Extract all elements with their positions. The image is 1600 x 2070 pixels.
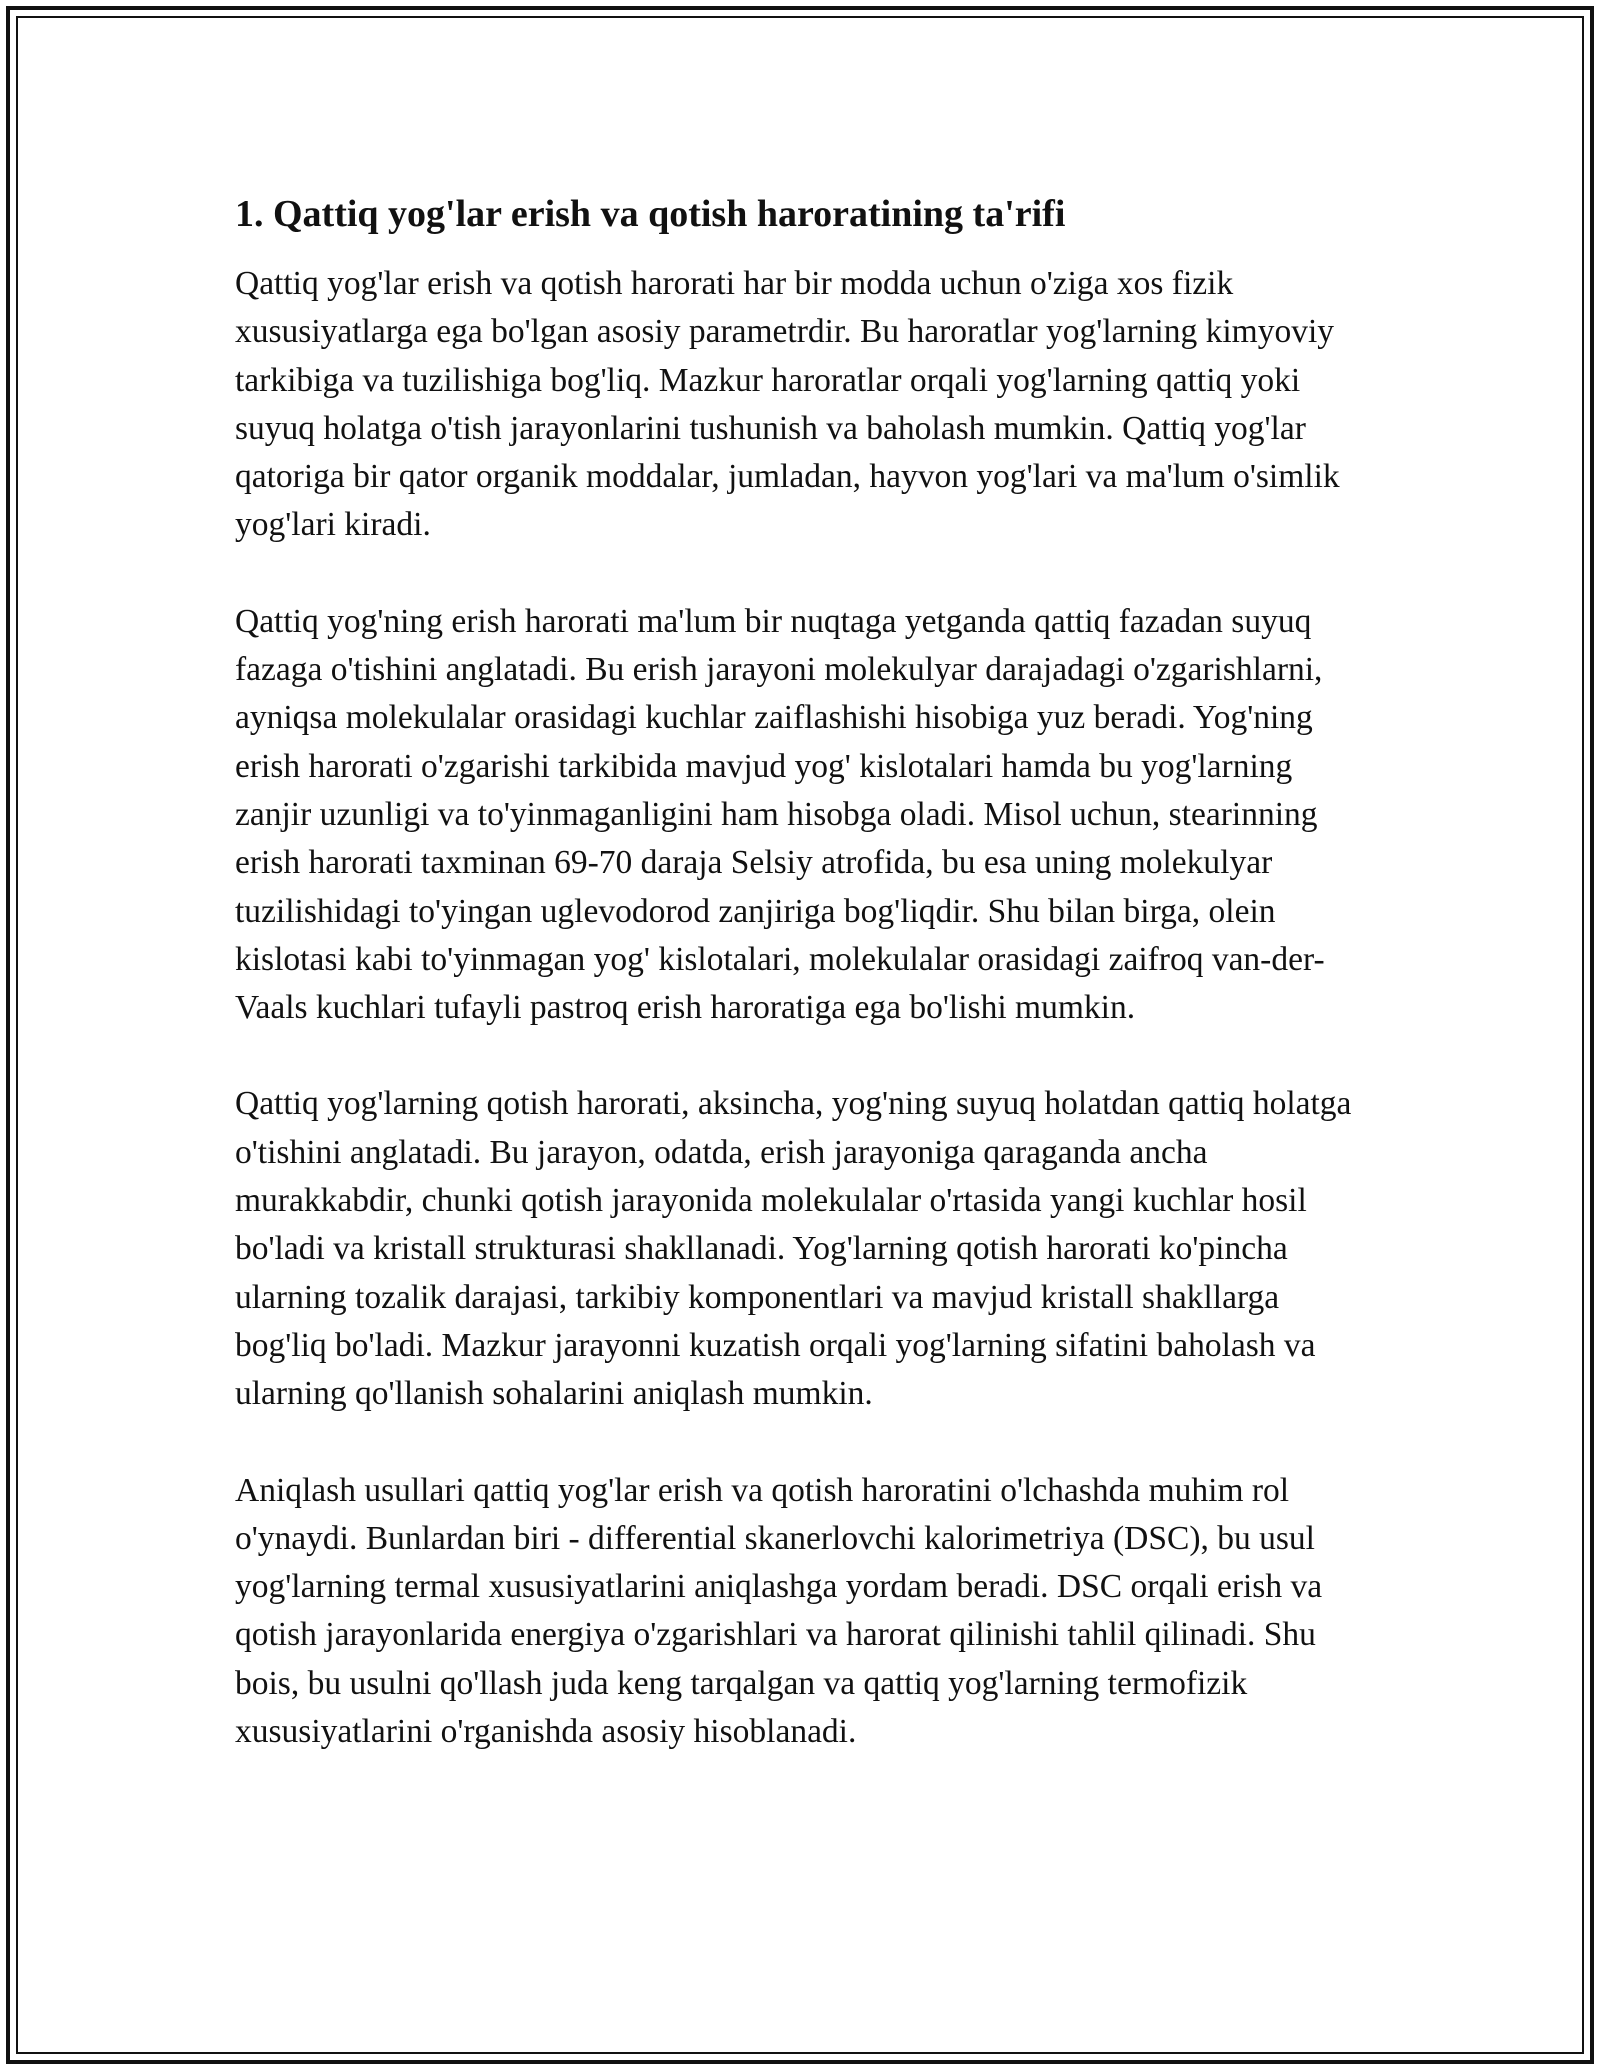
- paragraph-3: Qattiq yog'larning qotish harorati, aksincha, yog'ning suyuq holatdan qattiq holatga o'tishini anglatadi. Bu jarayon, odatda, erish jarayoniga qaraganda ancha murakkabdir, chunki qotish jarayonida molekulalar o'rtasida yangi kuchlar hosil bo'ladi va kristall strukturasi shakllanadi. Yog'larning qotish harorati ko'pincha ularning tozalik darajasi, tarkibiy komponentlari va mavjud kristall shakllarga bog'liq bo'ladi. Mazkur jarayonni kuzatish orqali yog'larning sifatini baholash va ularning qo'llanish sohalarini aniqlash mumkin.: [235, 1085, 1352, 1413]
- paragraph-4: Aniqlash usullari qattiq yog'lar erish va qotish haroratini o'lchashda muhim rol o'ynaydi. Bunlardan biri - differential skanerlovchi kalorimetriya (DSC), bu usul yog'larning termal xususiyatlarini aniqlashga yordam beradi. DSC orqali erish va qotish jarayonlarida energiya o'zgarishlari va harorat qilinishi tahlil qilinadi. Shu bois, bu usulni qo'llash juda keng tarqalgan va qattiq yog'larning termofizik xususiyatlarini o'rganishda asosiy hisoblanadi.: [235, 1471, 1323, 1751]
- paragraph-1: Qattiq yog'lar erish va qotish harorati har bir modda uchun o'ziga xos fizik xususiyatlarga ega bo'lgan asosiy parametrdir. Bu haroratlar yog'larning kimyoviy tarkibiga va tuzilishiga bog'liq. Mazkur haroratlar orqali yog'larning qattiq yoki suyuq holatga o'tish jarayonlarini tushunish va baholash mumkin. Qattiq yog'lar qatoriga bir qator organik moddalar, jumladan, hayvon yog'lari va ma'lum o'simlik yog'lari kiradi.: [235, 265, 1340, 544]
- section-heading: 1. Qattiq yog'lar erish va qotish haroratining ta'rifi: [235, 193, 1066, 235]
- paragraph-2: Qattiq yog'ning erish harorati ma'lum bir nuqtaga yetganda qattiq fazadan suyuq fazaga o'tishini anglatadi. Bu erish jarayoni molekulyar darajadagi o'zgarishlarni, ayniqsa molekulalar orasidagi kuchlar zaiflashishi hisobiga yuz beradi. Yog'ning erish harorati o'zgarishi tarkibida mavjud yog' kislotalari hamda bu yog'larning zanjir uzunligi va to'yinmaganligini ham hisobga oladi. Misol uchun, stearinning erish harorati taxminan 69-70 daraja Selsiy atrofida, bu esa uning molekulyar tuzilishidagi to'yingan uglevodorod zanjiriga bog'liqdir. Shu bilan birga, olein kislotasi kabi to'yinmagan yog' kislotalari, molekulalar orasidagi zaifroq van-der-Vaals kuchlari tufayli pastroq erish haroratiga ega bo'lishi mumkin.: [235, 602, 1325, 1027]
- document-body: [235, 188, 1375, 1804]
